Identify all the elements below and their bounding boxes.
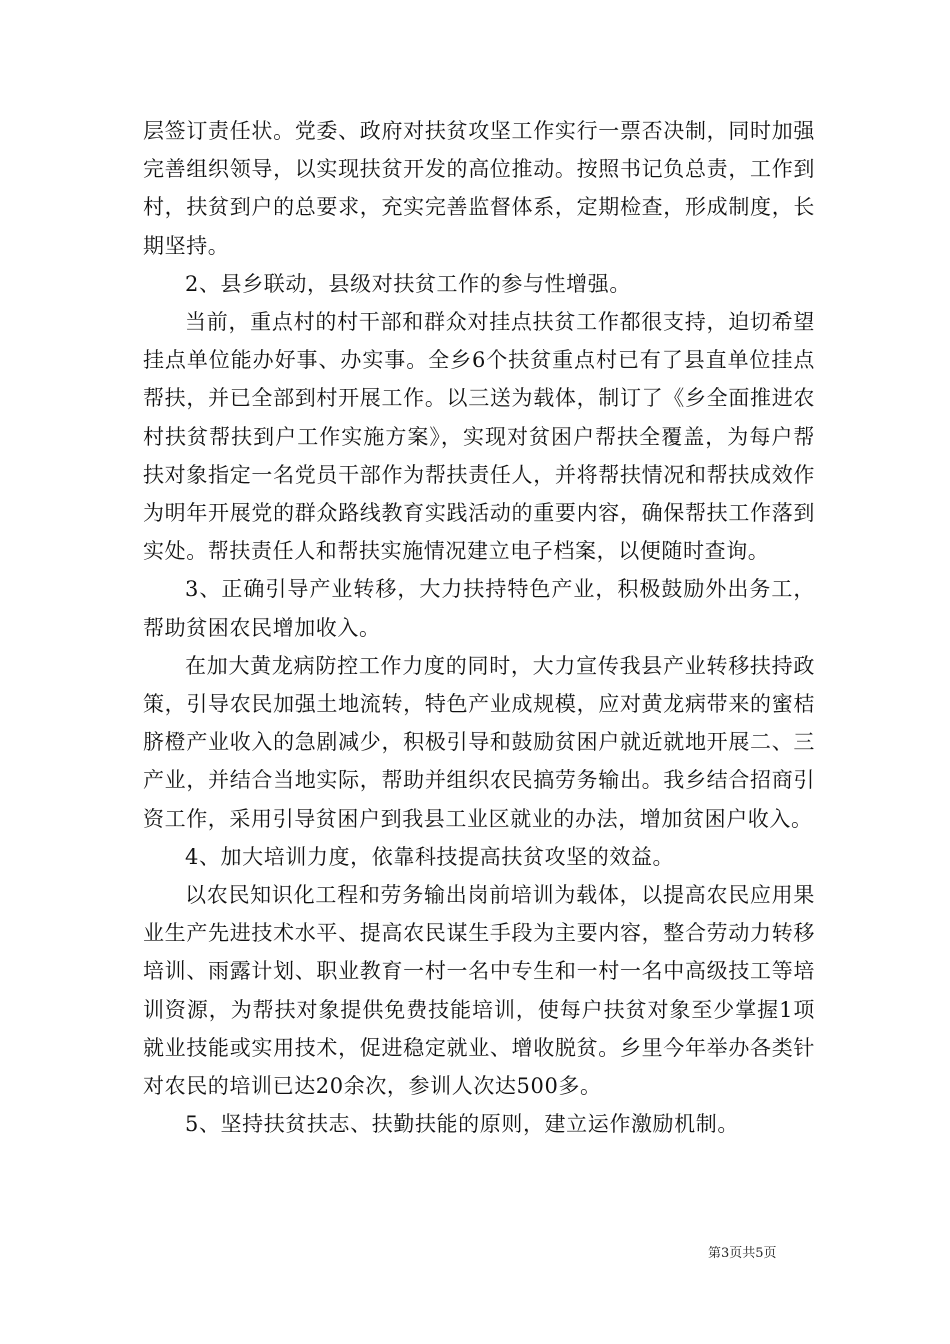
paragraph-6-heading: 4、加大培训力度，依靠科技提高扶贫攻坚的效益。 <box>185 844 675 869</box>
paragraph-4-heading: 3、正确引导产业转移，大力扶持特色产业，积极鼓励外出务工，帮助贫困农民增加收入。 <box>143 577 815 640</box>
paragraph-2-heading: 2、县乡联动，县级对扶贫工作的参与性增强。 <box>185 271 631 296</box>
paragraph-7: 以农民知识化工程和劳务输出岗前培训为载体，以提高农民应用果业生产先进技术水平、提高农民谋生手段为主要内容，整合劳动力转移培训、雨露计划、职业教育一村一名中专生和一村一名中高级技工等培训资源，为帮扶对象提供免费技能培训，使每户扶贫对象至少掌握1项就业技能或实用技术，促进稳定就业、增收脱贫。乡里今年举办各类针对农民的培训已达20余次，参训人次达500多。 <box>143 883 815 1099</box>
paragraph-5: 在加大黄龙病防控工作力度的同时，大力宣传我县产业转移扶持政策，引导农民加强土地流转，特色产业成规模，应对黄龙病带来的蜜桔脐橙产业收入的急剧减少，积极引导和鼓励贫困户就近就地开展二、三产业，并结合当地实际，帮助并组织农民搞劳务输出。我乡结合招商引资工作，采用引导贫困户到我县工业区就业的办法，增加贫困户收入。 <box>143 653 815 831</box>
paragraph-1: 层签订责任状。党委、政府对扶贫攻坚工作实行一票否决制，同时加强完善组织领导，以实现扶贫开发的高位推动。按照书记负总责，工作到村，扶贫到户的总要求，充实完善监督体系，定期检查，形成制度，长期坚持。 <box>143 119 815 258</box>
paragraph-8-heading: 5、坚持扶贫扶志、扶勤扶能的原则，建立运作激励机制。 <box>185 1112 739 1137</box>
document-body <box>143 112 815 1143</box>
page-number-footer: 第3页共5页 <box>708 1246 777 1261</box>
paragraph-3: 当前，重点村的村干部和群众对挂点扶贫工作都很支持，迫切希望挂点单位能办好事、办实事。全乡6个扶贫重点村已有了县直单位挂点帮扶，并已全部到村开展工作。以三送为载体，制订了《乡全面推进农村扶贫帮扶到户工作实施方案》，实现对贫困户帮扶全覆盖，为每户帮扶对象指定一名党员干部作为帮扶责任人，并将帮扶情况和帮扶成效作为明年开展党的群众路线教育实践活动的重要内容，确保帮扶工作落到实处。帮扶责任人和帮扶实施情况建立电子档案，以便随时查询。 <box>143 310 815 564</box>
